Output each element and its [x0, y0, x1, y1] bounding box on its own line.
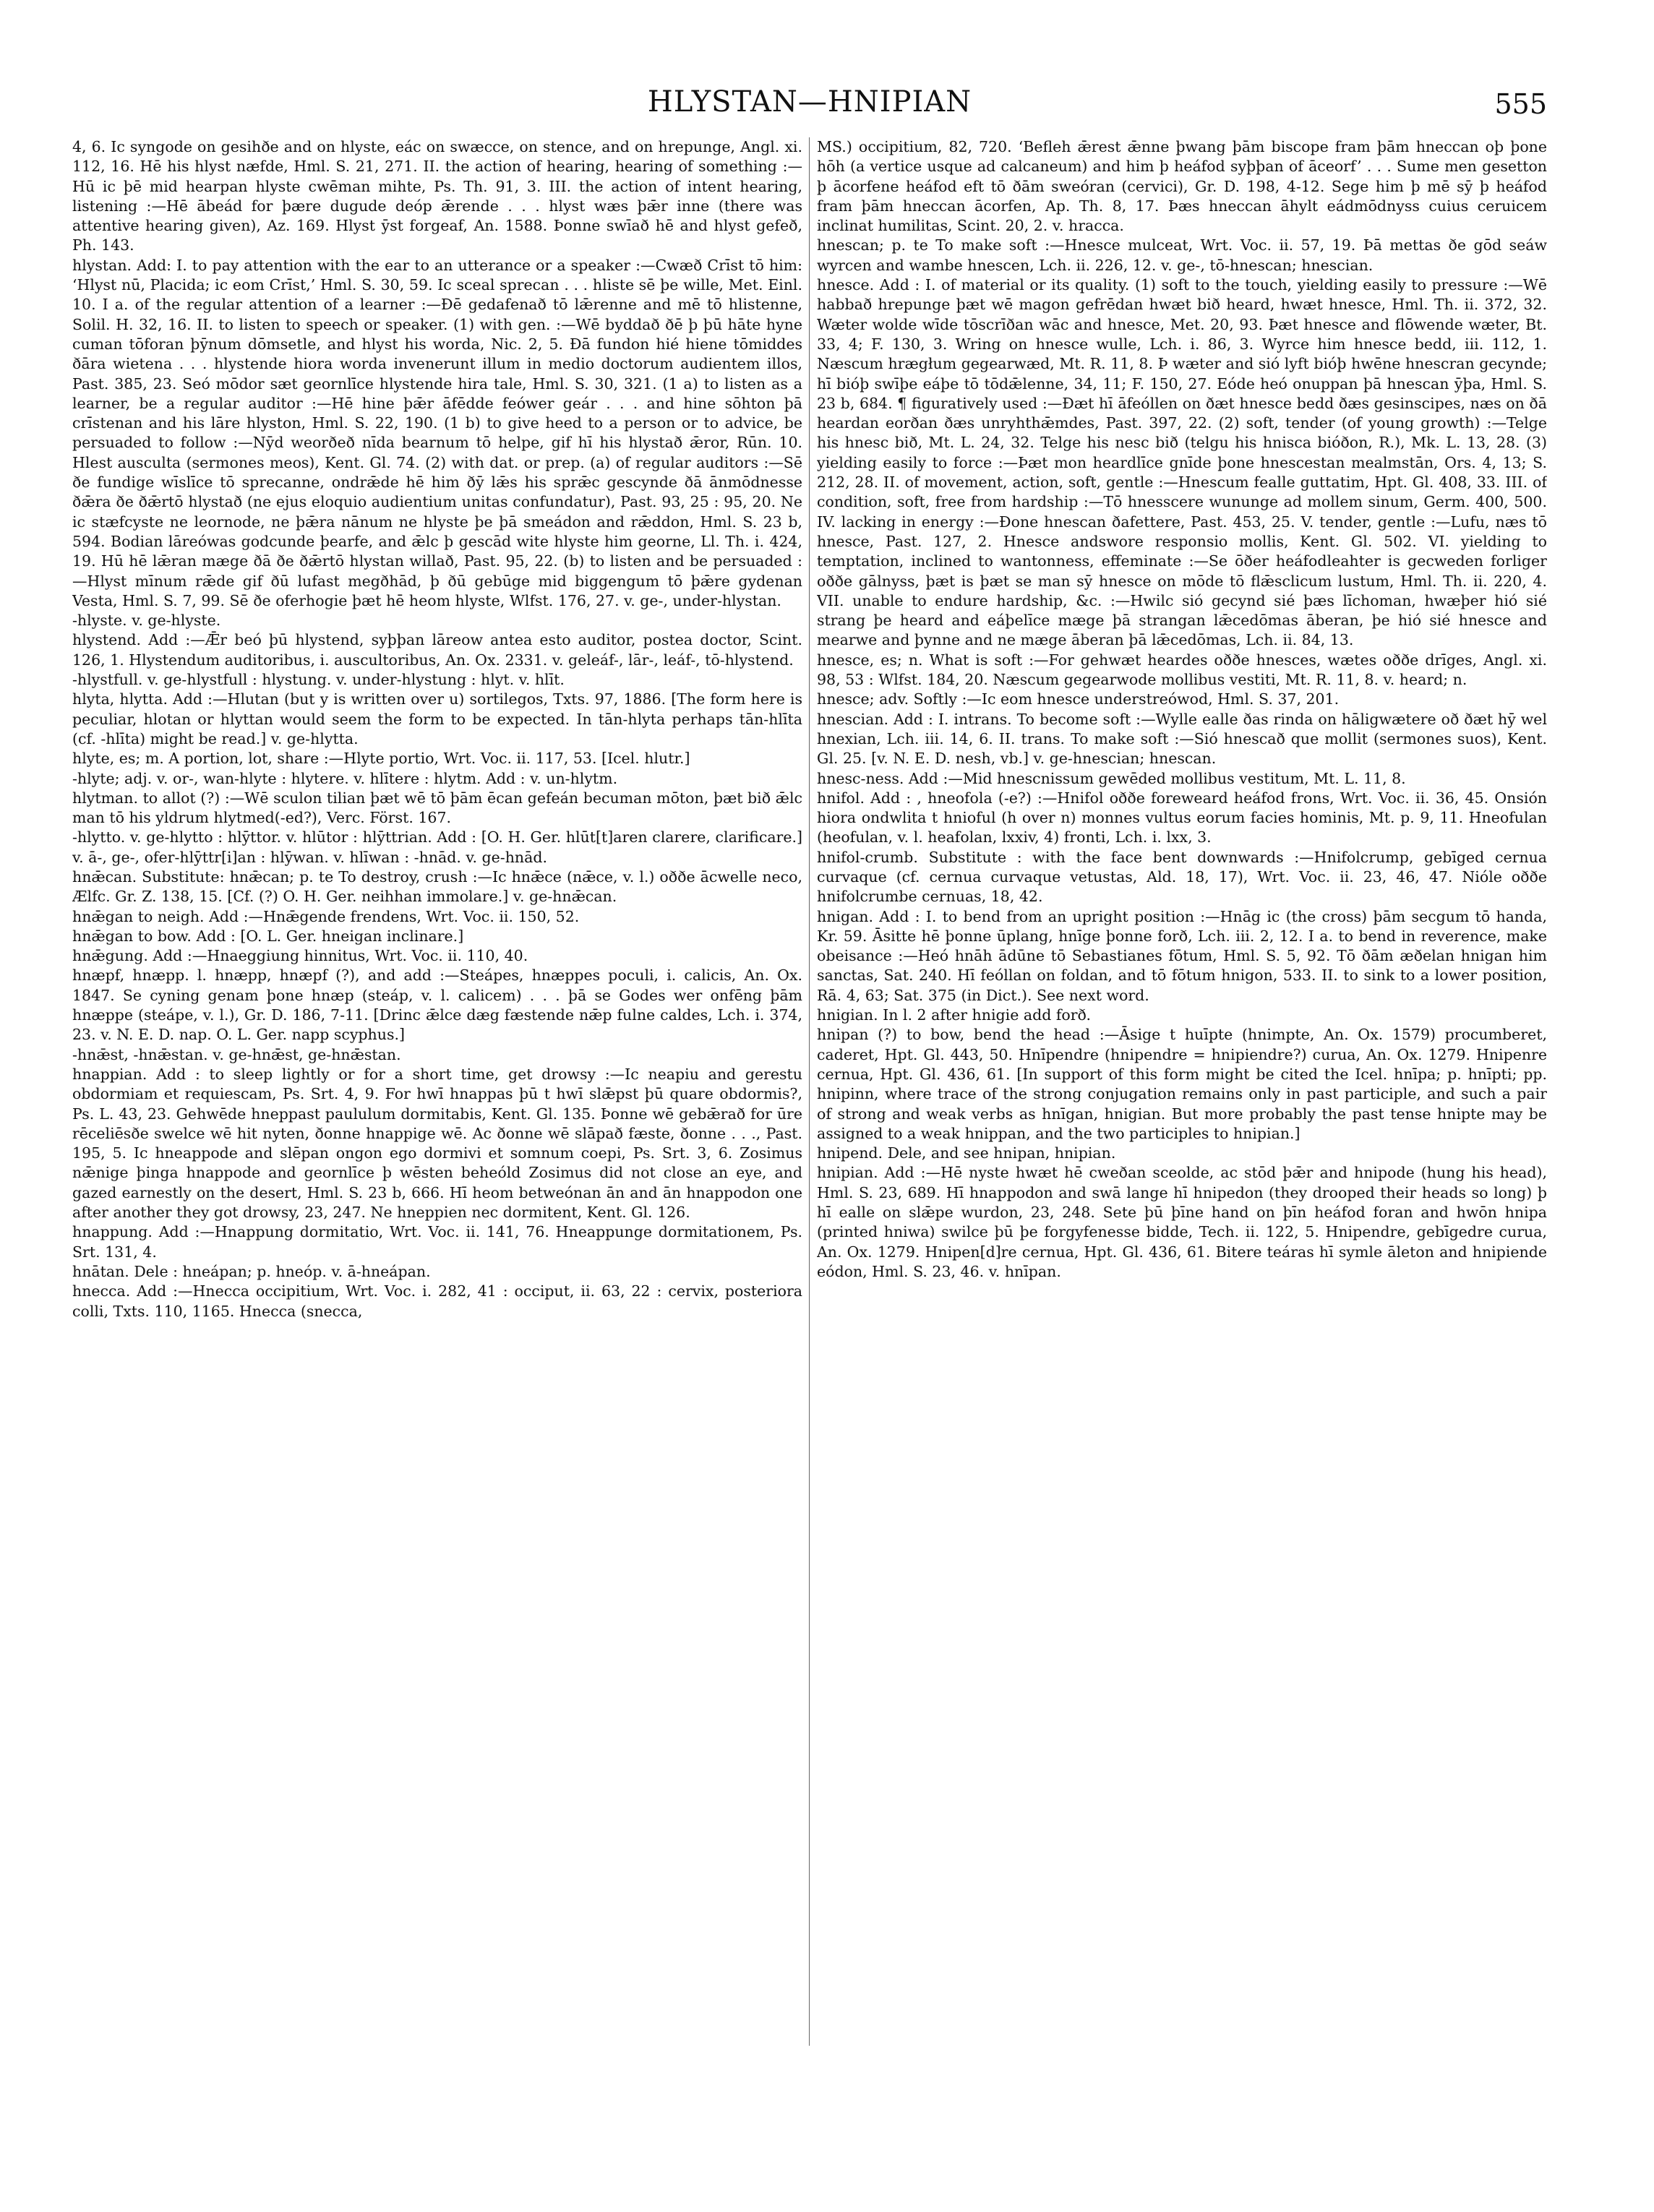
dictionary-entry: hnappian. Add : to sleep lightly or for a short time, get drowsy :—Ic neapiu and gerestu obdormiam et requiescam, Ps. Srt. 4, 9. For hwī hnappas þū t hwī slǣpst þū quare obdormis?, Ps. L. 43, 23. Gehwēde hneppast paululum dormitabis, Kent. Gl. 135. Þonne wē gebǣrað for ūre rēceliēsðe swelce wē hit nyten, ðonne hnappige wē. Ac ðonne wē slāpað fæste, ðonne . . ., Past. 195, 5. Ic hneappode and slēpan ongon ego dormivi et somnum coepi, Ps. Srt. 3, 6. Zosimus nǣnige þinga hnappode and geornlīce þ wēsten beheóld Zosimus did not close an eye, and gazed earnestly on the desert, Hml. S. 23 b, 666. Hī heom betweónan ān and ān hnappodon one after another they got drowsy, 23, 247. Ne hneppien nec dormitent, Kent. Gl. 126.	[72, 1065, 802, 1222]
dictionary-entry: hnigan. Add : I. to bend from an upright position :—Hnāg ic (the cross) þām secgum tō handa, Kr. 59. Āsitte hē þonne ūplang, hnīge þonne forð, Lch. iii. 2, 12. I a. to bend in reverence, make obeisance :—Heó hnāh ādūne tō Sebastianes fōtum, Hml. S. 5, 92. Tō ðām æðelan hnigan him sanctas, Sat. 240. Hī feóllan on foldan, and tō fōtum hnigon, 533. II. to sink to a lower position, Rā. 4, 63; Sat. 375 (in Dict.). See next word.	[817, 907, 1547, 1004]
dictionary-entry: MS.) occipitium, 82, 720. ‘Befleh ǣrest ǣnne þwang þām biscope fram þām hneccan oþ þone hōh (a vertice usque ad calcaneum) and him þ heáfod syþþan of āceorf’ . . . Sume men gesetton þ ācorfene heáfod eft tō ðām sweóran (cervici), Gr. D. 198, 4-12. Sege him þ mē sȳ þ heáfod fram þām hneccan ācorfen, Ap. Th. 8, 17. Þæs hneccan āhylt eádmōdnyss cuius ceruicem inclinat humilitas, Scint. 20, 2. v. hracca.	[817, 138, 1547, 235]
dictionary-entry: hnigian. In l. 2 after hnigie add forð.	[817, 1006, 1092, 1024]
dictionary-entry: hnesce; adv. Softly :—Ic eom hnesce understreówod, Hml. S. 37, 201.	[817, 690, 1340, 708]
dictionary-entry: hnescan; p. te To make soft :—Hnesce mulceat, Wrt. Voc. ii. 57, 19. Þā mettas ðe gōd seáw wyrcen and wambe hnescen, Lch. ii. 226, 12. v. ge-, tō-hnescan; hnescian.	[817, 236, 1547, 274]
dictionary-entry: hlyta, hlytta. Add :—Hlutan (but y is written over u) sortilegos, Txts. 97, 1886. [The form here is peculiar, hlotan or hlyttan would seem the form to be expected. In tān-hlyta perhaps tān-hlīta (cf. -hlīta) might be read.] v. ge-hlytta.	[72, 690, 802, 747]
dictionary-entry: -hlystfull. v. ge-hlystfull : hlystung. v. under-hlystung : hlyt. v. hlīt.	[72, 671, 565, 689]
dictionary-entry: -hlytto. v. ge-hlytto : hlȳttor. v. hlūtor : hlȳttrian. Add : [O. H. Ger. hlūt[t]aren clarere, clarificare.] v. ā-, ge-, ofer-hlȳttr[i]an : hlȳwan. v. hlīwan : -hnād. v. ge-hnād.	[72, 828, 802, 866]
dictionary-entry: hnǣgan to bow. Add : [O. L. Ger. hneigan inclinare.]	[72, 927, 464, 945]
dictionary-entry: hlyte, es; m. A portion, lot, share :—Hlyte portio, Wrt. Voc. ii. 117, 53. [Icel. hlutr.]	[72, 750, 690, 768]
dictionary-entry: hnǣgung. Add :—Hnaeggiung hinnitus, Wrt. Voc. ii. 110, 40.	[72, 947, 528, 965]
dictionary-entry: hnifol-crumb. Substitute : with the face bent downwards :—Hnifolcrump, gebīged cernua curvaque (cf. cernua curvaque vetustas, Ald. 18, 17), Wrt. Voc. ii. 23, 46, 47. Nióle oððe hnifolcrumbe cernuas, 18, 42.	[817, 848, 1547, 906]
dictionary-entry: -hnǣst, -hnǣstan. v. ge-hnǣst, ge-hnǣstan.	[72, 1045, 401, 1063]
dictionary-entry: hnǣcan. Substitute: hnǣcan; p. te To destroy, crush :—Ic hnǣce (nǣce, v. l.) oððe ācwelle neco, Ælfc. Gr. Z. 138, 15. [Cf. (?) O. H. Ger. neihhan immolare.] v. ge-hnǣcan.	[72, 867, 802, 906]
dictionary-entry: hnecca. Add :—Hnecca occipitium, Wrt. Voc. i. 282, 41 : occiput, ii. 63, 22 : cervix, posteriora colli, Txts. 110, 1165. Hnecca (snecca,	[72, 1282, 802, 1320]
dictionary-entry: hnesce, es; n. What is soft :—For gehwæt heardes oððe hnesces, wætes oððe drīges, Angl. xi. 98, 53 : Wlfst. 184, 20. Næscum gegearwode mollibus vestiti, Mt. R. 11, 8. v. heard; n.	[817, 651, 1547, 689]
dictionary-entry: hnātan. Dele : hneápan; p. hneóp. v. ā-hneápan.	[72, 1262, 431, 1280]
dictionary-entry: hnæpf, hnæpp. l. hnæpp, hnæpf (?), and add :—Steápes, hnæppes poculi, i. calicis, An. Ox. 1847. Se cyning genam þone hnæp (steáp, v. l. calicem) . . . þā se Godes wer onfēng þām hnæppe (steápe, v. l.), Gr. D. 186, 7-11. [Drinc ǣlce dæg fæstende nǣp fulne caldes, Lch. i. 374, 23. v. N. E. D. nap. O. L. Ger. napp scyphus.]	[72, 966, 802, 1044]
dictionary-entry: hnesce. Add : I. of material or its quality. (1) soft to the touch, yielding easily to pressure :—Wē habbað hrepunge þæt wē magon gefrēdan hwæt bið heard, hwæt hnesce, Hml. Th. ii. 372, 32. Wæter wolde wīde tōscrīðan wāc and hnesce, Met. 20, 93. Þæt hnesce and flōwende wæter, Bt. 33, 4; F. 130, 3. Wring on hnesce wulle, Lch. i. 86, 3. Wyrce him hnesce bedd, iii. 112, 1. Næscum hrægłum gegearwæd, Mt. R. 11, 8. Þ wæter and sió lyft bióþ hwēne hnescran gecynde; hī bióþ swīþe eáþe tō tōdǣlenne, 34, 11; F. 150, 27. Eóde heó onuppan þā hnescan ȳþa, Hml. S. 23 b, 684. ¶ figuratively used :—Ðæt hī āfeóllen on ðæt hnesce bedd ðæs gesinscipes, næs on ðā heardan eorðan ðæs unryhthǣmdes, Past. 397, 22. (2) soft, tender (of young growth) :—Telge his hnesc bið, Mt. L. 24, 32. Telge his nesc bið (telgu his hnisca bióðon, R.), Mk. L. 13, 28. (3) yielding easily to force :—Þæt mon heardlīce gnīde þone hnescestan mealmstān, Ors. 4, 13; S. 212, 28. II. of movement, action, soft, gentle :—Hnescum fealle guttatim, Hpt. Gl. 408, 33. III. of condition, soft, free from hardship :—Tō hnesscere wununge ad mollem sinum, Germ. 400, 500. IV. lacking in energy :—Ðone hnescan ðafettere, Past. 453, 25. V. tender, gentle :—Lufu, næs tō hnesce, Past. 127, 2. Hnesce andswore responsio mollis, Kent. Gl. 502. VI. yielding to temptation, inclined to wantonness, effeminate :—Se ōðer heáfodleahter is gecweden forliger oððe gālnyss, þæt is þæt se man sȳ hnesce on mōde tō flǣsclicum lustum, Hml. Th. ii. 220, 4. VII. unable to endure hardship, &c. :—Hwilc sió gecynd sié þæs līchoman, hwæþer hió sié strang þe heard and eáþelīce mæge þā strangan lǣcedōmas āberan, þe hió sié hnesce and mearwe and þynne and ne mæge āberan þā lǣcedōmas, Lch. ii. 84, 13.	[817, 276, 1547, 649]
dictionary-entry: hnappung. Add :—Hnappung dormitatio, Wrt. Voc. ii. 141, 76. Hneappunge dormitationem, Ps. Srt. 131, 4.	[72, 1223, 802, 1261]
page-number: 555	[1494, 88, 1547, 120]
dictionary-entry: hnescian. Add : I. intrans. To become soft :—Wylle ealle ðas rinda on hāligwætere oð ðæt hȳ wel hnexian, Lch. iii. 14, 6. II. trans. To make soft :—Sió hnescað que mollit (sermones suos), Kent. Gl. 25. [v. N. E. D. nesh, vb.] v. ge-hnescian; hnescan.	[817, 710, 1547, 768]
dictionary-entry: hnifol. Add : , hneofola (-e?) :—Hnifol oððe foreweard heáfod frons, Wrt. Voc. ii. 36, 45. Onsión hiora ondwlita t hnioful (h over n) monnes vultus eorum facies hominis, Mt. p. 9, 11. Hneofulan (heofulan, v. l. heafolan, lxxiv, 4) fronti, Lch. i. lxx, 3.	[817, 789, 1547, 846]
page-header	[72, 85, 1547, 136]
dictionary-entry: hlystan. Add: I. to pay attention with the ear to an utterance or a speaker :—Cwæð Crīst tō him: ‘Hlyst nū, Placida; ic eom Crīst,’ Hml. S. 30, 59. Ic sceal sprecan . . . hliste sē þe wille, Met. Einl. 10. I a. of the regular attention of a learner :—Ðē gedafenað tō lǣrenne and mē tō hlistenne, Solil. H. 32, 16. II. to listen to speech or speaker. (1) with gen. :—Wē byddað ðē þ þū hāte hyne cuman tōforan þȳnum dōmsetle, and hlyst his worda, Nic. 2, 5. Ðā fundon hié hiene tōmiddes ðāra wietena . . . hlystende hiora worda invenerunt illum in medio doctorum audientem illos, Past. 385, 23. Seó mōdor sæt geornlīce hlystende hira tale, Hml. S. 30, 321. (1 a) to listen as a learner, be a regular auditor :—Hē hine þǣr āfēdde feówer geár . . . and hine sōhton þā crīstenan and his lāre hlyston, Hml. S. 22, 190. (1 b) to give heed to a person or to advice, be persuaded to follow :—Nȳd weorðeð nīda bearnum tō helpe, gif hī his hlystað ǣror, Rūn. 10. Hlest ausculta (sermones meos), Kent. Gl. 74. (2) with dat. or prep. (a) of regular auditors :—Sē ðe fundige wīslīce tō sprecanne, ondrǣde hē him ðȳ lǣs his sprǣc gescynde ðā ānmōdnesse ðǣra ðe ðǣrtō hlystað (ne ejus eloquio audientium unitas confundatur), Past. 93, 25 : 95, 20. Ne ic stæfcyste ne leornode, ne þǣra nānum ne hlyste þe þā smeádon and rǣddon, Hml. S. 23 b, 594. Bodian lāreówas godcunde þearfe, and ǣlc þ gescād wite hlyste him georne, Ll. Th. i. 424, 19. Hū hē lǣran mæge ðā ðe ðǣrtō hlystan willað, Past. 95, 22. (b) to listen and be persuaded :—Hlyst mīnum rǣde gif ðū lufast megðhād, þ ðū gebūge mid biggengum tō þǣre gydenan Vesta, Hml. S. 7, 99. Sē ðe oferhogie þæt hē heom hlyste, Wlfst. 176, 27. v. ge-, under-hlystan.	[72, 256, 802, 609]
dictionary-entry: hnǣgan to neigh. Add :—Hnǣgende frendens, Wrt. Voc. ii. 150, 52.	[72, 907, 580, 925]
dictionary-entry: hnesc-ness. Add :—Mid hnescnissum gewēded mollibus vestitum, Mt. L. 11, 8.	[817, 769, 1406, 787]
column-divider	[809, 137, 810, 2046]
right-column	[817, 137, 1547, 2176]
dictionary-entry: hlytman. to allot (?) :—Wē sculon tilian þæt wē tō þām ēcan gefeán becuman mōton, þæt bið ǣlc man tō his yldrum hlytmed(-ed?), Verc. Först. 167.	[72, 789, 802, 827]
dictionary-entry: hnipan (?) to bow, bend the head :—Āsige t huīpte (hnimpte, An. Ox. 1579) procumberet, caderet, Hpt. Gl. 443, 50. Hnīpendre (hnipendre = hnipiendre?) curua, An. Ox. 1279. Hnipenre cernua, Hpt. Gl. 436, 61. [In support of this form might be cited the Icel. hnīpa; p. hnīpti; pp. hnipinn, where trace of the strong conjugation remains only in past participle, and such a pair of strong and weak verbs as hnīgan, hnigian. But more probably the past tense hnipte may be assigned to a weak hnippan, and the two participles to hnipian.]	[817, 1026, 1547, 1142]
dictionary-entry: -hlyte; adj. v. or-, wan-hlyte : hlytere. v. hlītere : hlytm. Add : v. un-hlytm.	[72, 769, 618, 787]
dictionary-entry: hnipend. Dele, and see hnipan, hnipian.	[817, 1144, 1116, 1162]
dictionary-entry: 4, 6. Ic syngode on gesihðe and on hlyste, eác on swæcce, on stence, and on hrepunge, Angl. xi. 112, 16. Hē his hlyst næfde, Hml. S. 21, 271. II. the action of hearing, hearing of something :—Hū ic þē mid hearpan hlyste cwēman mihte, Ps. Th. 91, 3. III. the action of intent hearing, listening :—Hē ābeád for þære dugude deóp ǣrende . . . hlyst wæs þǣr inne (there was attentive hearing given), Az. 169. Hlyst ȳst forgeaf, An. 1588. Þonne swīað hē and hlyst gefeð, Ph. 143.	[72, 138, 802, 254]
dictionary-entry: -hlyste. v. ge-hlyste.	[72, 612, 221, 630]
dictionary-entry: hlystend. Add :—Ǣr beó þū hlystend, syþþan lāreow antea esto auditor, postea doctor, Scint. 126, 1. Hlystendum auditoribus, i. auscultoribus, An. Ox. 2331. v. geleáf-, lār-, leáf-, tō-hlystend.	[72, 631, 802, 669]
left-column	[72, 137, 802, 2176]
running-title: HLYSTAN—HNIPIAN	[647, 85, 972, 119]
dictionary-entry: hnipian. Add :—Hē nyste hwæt hē cweðan sceolde, ac stōd þǣr and hnipode (hung his head), Hml. S. 23, 689. Hī hnappodon and swā lange hī hnipedon (they drooped their heads so long) þ hī ealle on slǣpe wurdon, 23, 248. Sete þū þīne hand on þīn heáfod foran and hwōn hnipa (printed hniwa) swilce þū þe forgyfenesse bidde, Tech. ii. 122, 5. Hnipendre, gebīgedre curua, An. Ox. 1279. Hnipen[d]re cernua, Hpt. Gl. 436, 61. Bitere teáras hī symle āleton and hnipiende eódon, Hml. S. 23, 46. v. hnīpan.	[817, 1164, 1547, 1280]
